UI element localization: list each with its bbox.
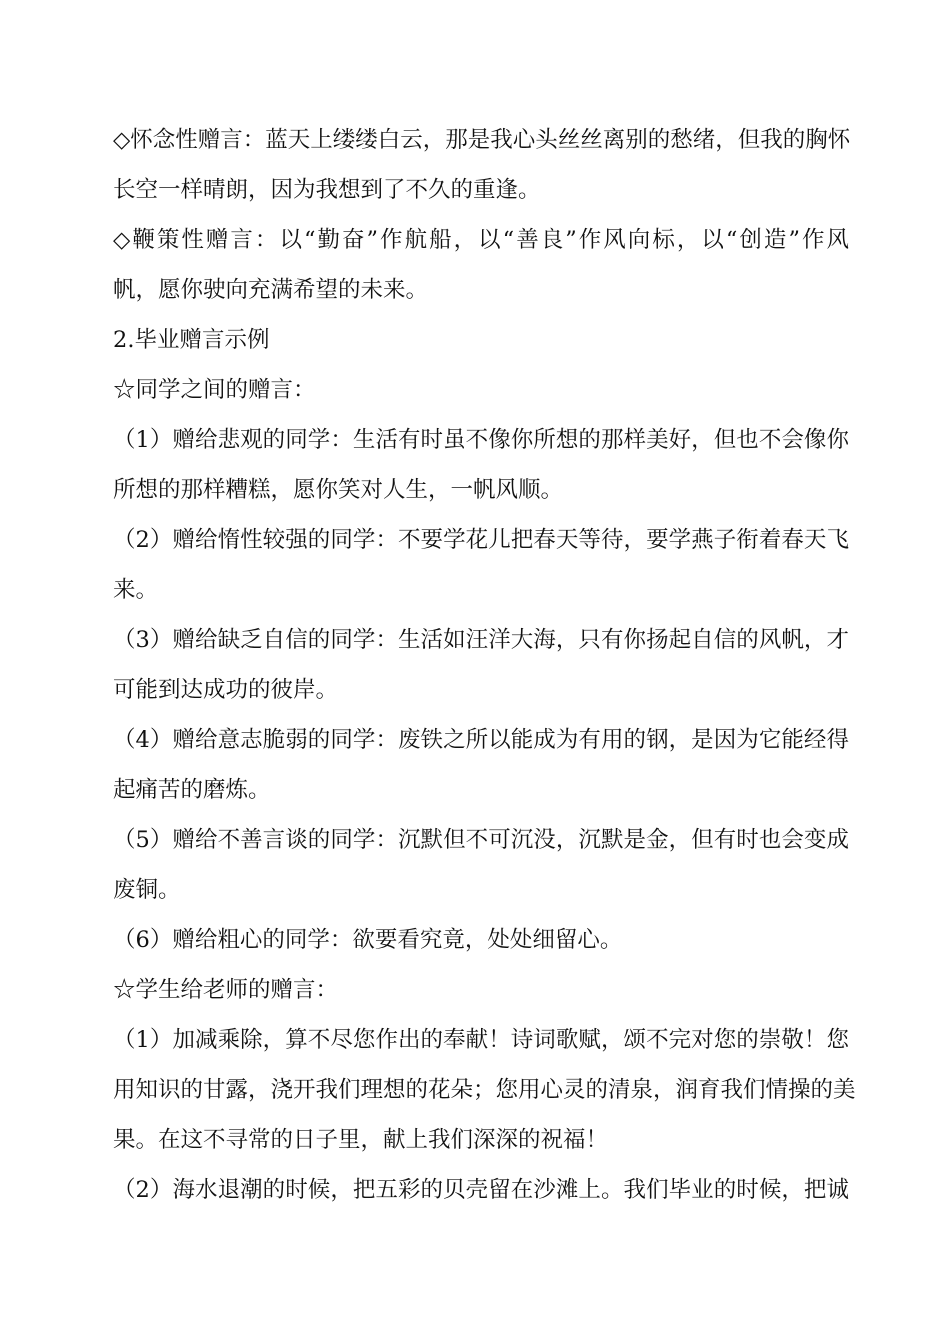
text-line: 所想的那样糟糕，愿你笑对人生，一帆风顺。	[113, 477, 564, 503]
text-line: ◇鞭策性赠言：以“勤奋”作航船，以“善良”作风向标，以“创造”作风	[113, 227, 849, 253]
text-line: ◇怀念性赠言：蓝天上缕缕白云，那是我心头丝丝离别的愁绪，但我的胸怀	[113, 127, 851, 153]
text-line: 起痛苦的磨炼。	[113, 777, 271, 803]
subsection-heading: ☆同学之间的赠言：	[113, 377, 316, 403]
text-line: 果。在这不寻常的日子里，献上我们深深的祝福！	[113, 1127, 609, 1153]
section-heading: 2.毕业赠言示例	[113, 327, 270, 353]
text-line: （1）赠给悲观的同学：生活有时虽不像你所想的那样美好，但也不会像你	[113, 427, 849, 453]
text-line: （5）赠给不善言谈的同学：沉默但不可沉没，沉默是金，但有时也会变成	[113, 827, 849, 853]
text-line: 来。	[113, 577, 159, 603]
document-body	[113, 115, 856, 1215]
text-line: （1）加减乘除，算不尽您作出的奉献！诗词歌赋，颂不完对您的崇敬！您	[113, 1027, 849, 1053]
text-line: 长空一样晴朗，因为我想到了不久的重逢。	[113, 177, 541, 203]
text-line: 可能到达成功的彼岸。	[113, 677, 339, 703]
text-line: （6）赠给粗心的同学：欲要看究竟，处处细留心。	[113, 927, 623, 953]
text-line: （4）赠给意志脆弱的同学：废铁之所以能成为有用的钢，是因为它能经得	[113, 727, 849, 753]
text-line: （3）赠给缺乏自信的同学：生活如汪洋大海，只有你扬起自信的风帆，才	[113, 627, 849, 653]
text-line: 用知识的甘露，浇开我们理想的花朵；您用心灵的清泉，润育我们情操的美	[113, 1077, 856, 1103]
text-line: （2）赠给惰性较强的同学：不要学花儿把春天等待，要学燕子衔着春天飞	[113, 527, 849, 553]
subsection-heading: ☆学生给老师的赠言：	[113, 977, 339, 1003]
text-line: 废铜。	[113, 877, 181, 903]
text-line: 帆，愿你驶向充满希望的未来。	[113, 277, 429, 303]
text-line: （2）海水退潮的时候，把五彩的贝壳留在沙滩上。我们毕业的时候，把诚	[113, 1177, 849, 1203]
